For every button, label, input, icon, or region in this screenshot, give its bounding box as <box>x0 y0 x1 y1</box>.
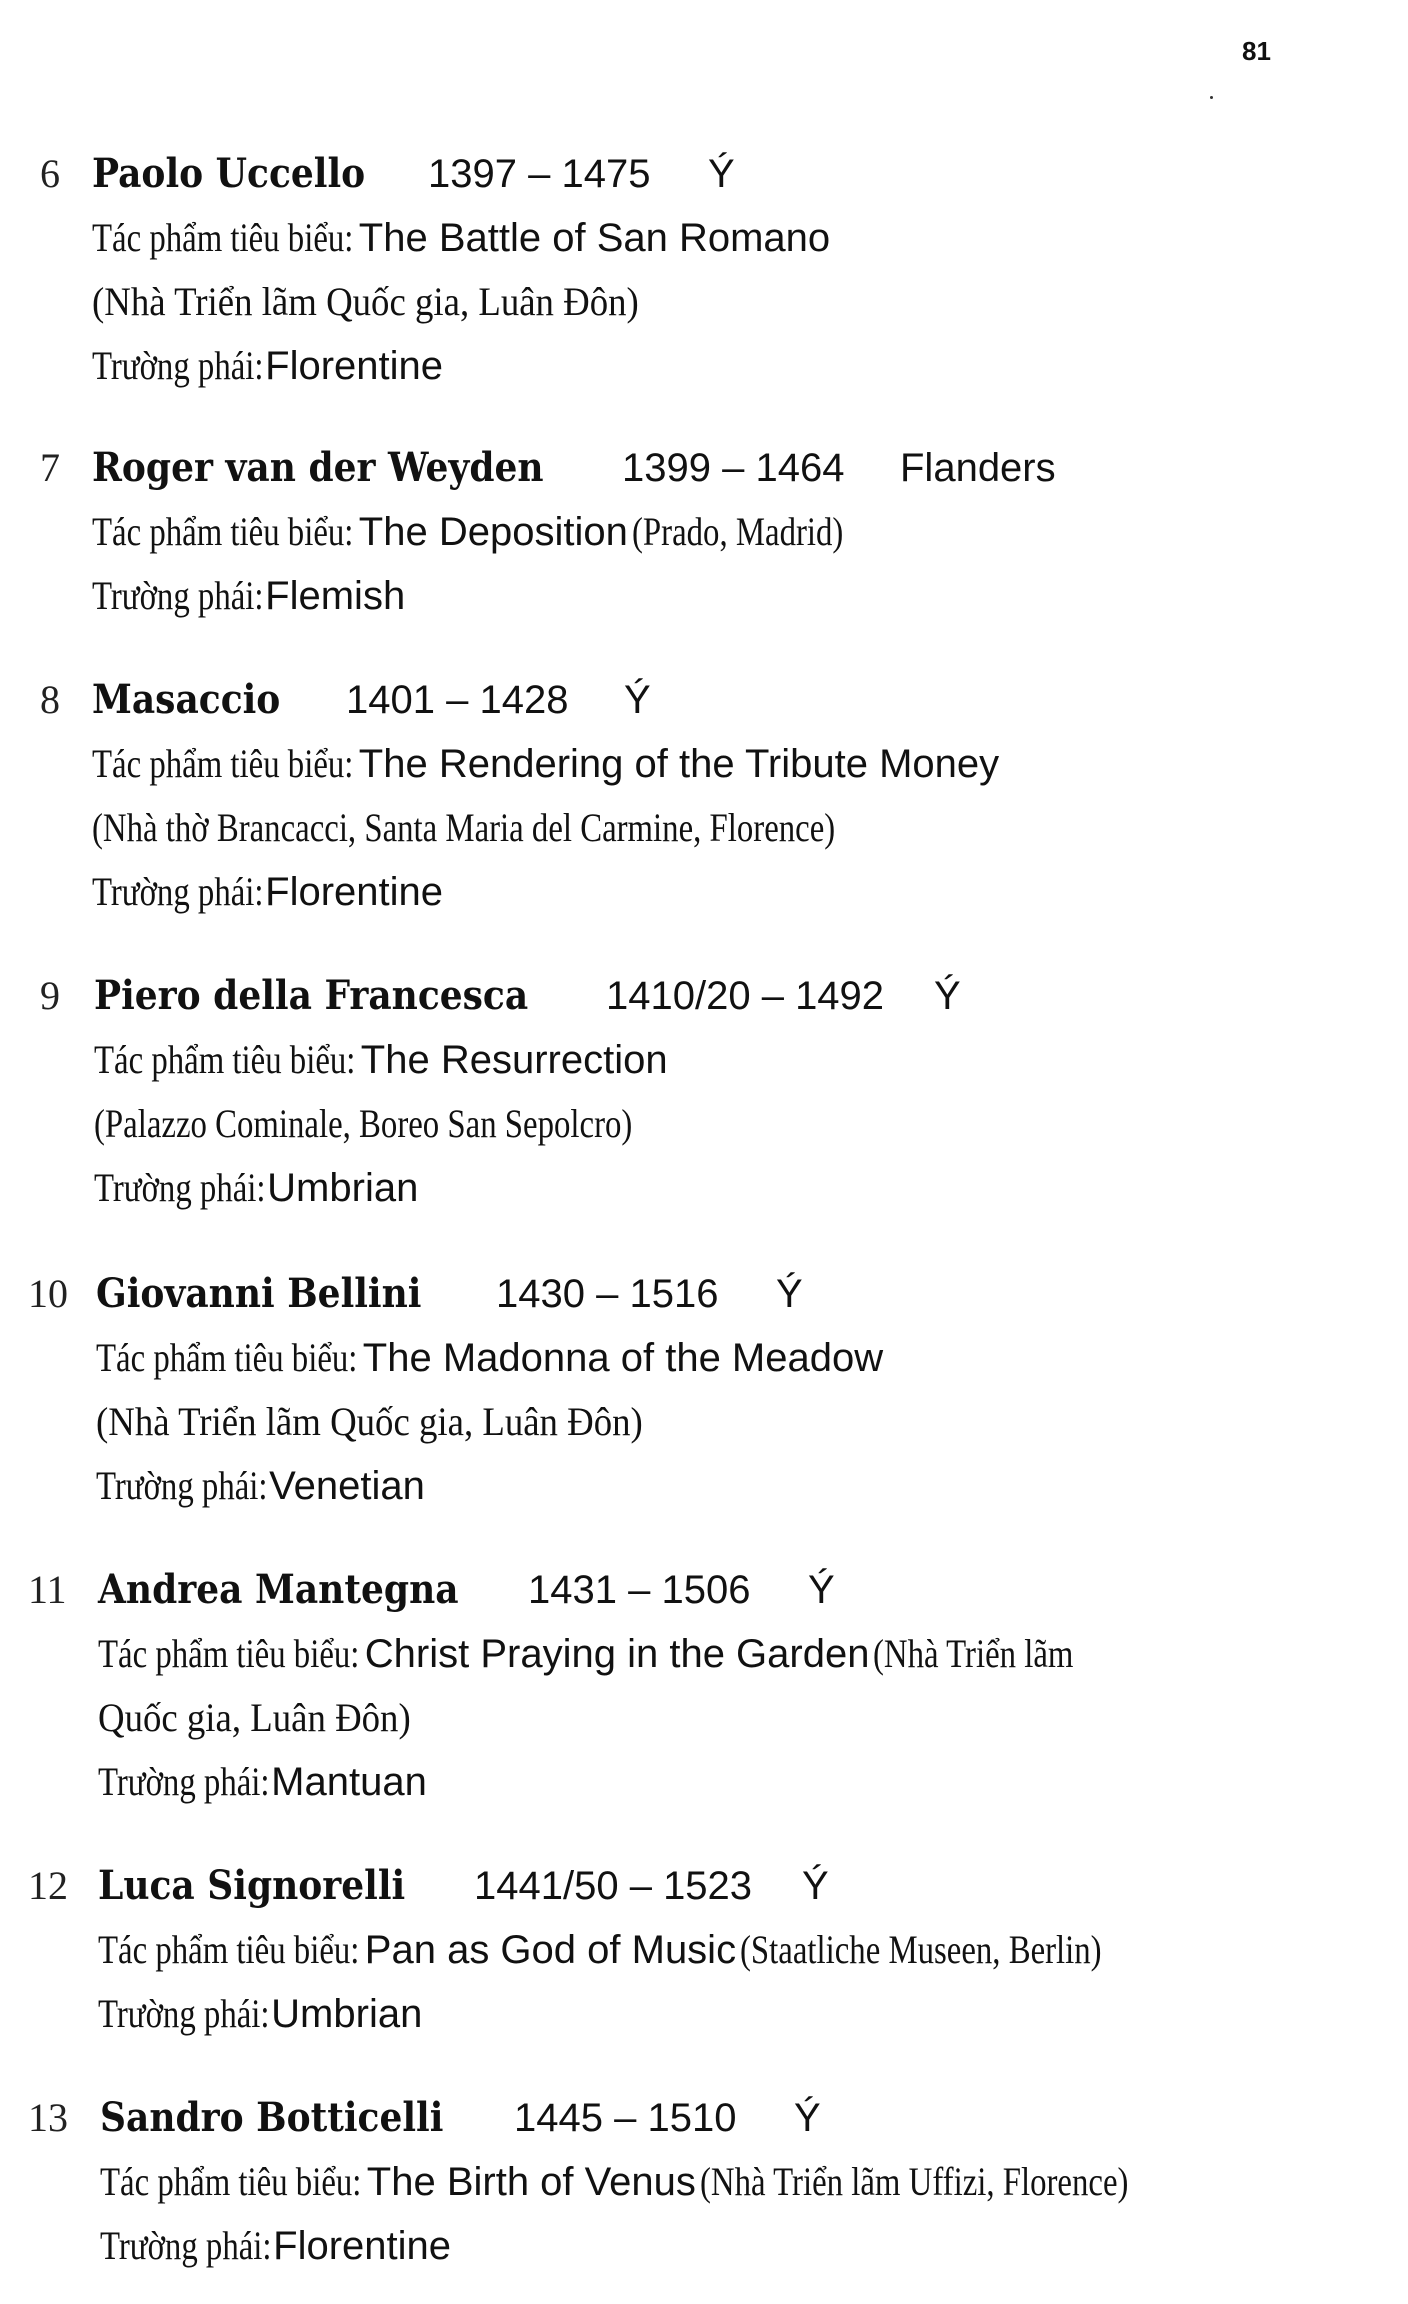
entry-number: 7 <box>40 445 60 490</box>
entry-number: 9 <box>40 973 60 1018</box>
artist-years: 1441/50 – 1523 <box>474 1864 753 1908</box>
artist-name: Masaccio <box>92 676 281 723</box>
school-line <box>100 2214 451 2287</box>
entry-number: 6 <box>40 151 60 196</box>
work-location-line <box>92 796 998 869</box>
school-line <box>98 1982 422 2055</box>
work-label: Tác phẩm tiêu biểu: <box>96 1335 358 1380</box>
work-title: The Birth of Venus <box>366 2160 696 2204</box>
artist-name: Piero della Francesca <box>94 972 529 1019</box>
work-line <box>98 1918 1181 1991</box>
artist-country: Ý <box>934 974 961 1018</box>
school-line <box>92 564 405 637</box>
artist-years: 1431 – 1506 <box>528 1568 751 1612</box>
artist-country: Ý <box>802 1864 829 1908</box>
school-line <box>92 860 443 933</box>
school-name: Flemish <box>265 574 406 618</box>
work-label: Tác phẩm tiêu biểu: <box>94 1037 356 1082</box>
work-title: Christ Praying in the Garden <box>364 1632 870 1676</box>
work-label: Tác phẩm tiêu biểu: <box>92 215 354 260</box>
work-label: Tác phẩm tiêu biểu: <box>98 1631 360 1676</box>
work-line <box>96 1326 883 1399</box>
artist-years: 1397 – 1475 <box>428 152 651 196</box>
work-location: (Nhà Triển lãm Quốc gia, Luân Đôn) <box>96 1399 643 1444</box>
work-label: Tác phẩm tiêu biểu: <box>92 741 354 786</box>
school-line <box>98 1750 427 1823</box>
school-name: Venetian <box>269 1464 425 1508</box>
artist-country: Ý <box>794 2096 821 2140</box>
entry-number: 12 <box>28 1863 68 1908</box>
school-label: Trường phái: <box>92 343 264 388</box>
work-location-part: Quốc gia, Luân Đôn) <box>98 1695 411 1740</box>
school-label: Trường phái: <box>100 2223 272 2268</box>
school-name: Florentine <box>265 870 444 914</box>
artist-country: Flanders <box>900 446 1056 490</box>
work-location: (Palazzo Cominale, Boreo San Sepolcro) <box>94 1101 633 1146</box>
entry-number: 8 <box>40 677 60 722</box>
artist-country: Ý <box>776 1272 803 1316</box>
artist-name: Giovanni Bellini <box>96 1270 422 1317</box>
work-location: (Nhà thờ Brancacci, Santa Maria del Carmine, Florence) <box>92 805 836 850</box>
school-name: Mantuan <box>271 1760 427 1804</box>
school-line <box>92 334 443 407</box>
work-location: (Prado, Madrid) <box>631 509 844 554</box>
school-name: Florentine <box>265 344 444 388</box>
artist-country: Ý <box>708 152 735 196</box>
page-number: 81 <box>1242 36 1271 66</box>
work-location: (Staatliche Museen, Berlin) <box>740 1927 1102 1972</box>
work-title: The Madonna of the Meadow <box>362 1336 884 1380</box>
work-label: Tác phẩm tiêu biểu: <box>92 509 354 554</box>
artist-name: Sandro Botticelli <box>100 2094 444 2141</box>
work-title: The Battle of San Romano <box>358 216 831 260</box>
artist-name: Roger van der Weyden <box>92 444 544 491</box>
school-label: Trường phái: <box>92 573 264 618</box>
artist-years: 1430 – 1516 <box>496 1272 719 1316</box>
entry-number: 11 <box>28 1567 67 1612</box>
work-location: (Nhà Triển lãm Quốc gia, Luân Đôn) <box>92 279 639 324</box>
artist-years: 1445 – 1510 <box>514 2096 737 2140</box>
school-label: Trường phái: <box>98 1759 270 1804</box>
school-name: Florentine <box>273 2224 452 2268</box>
work-location-line <box>94 1092 750 1165</box>
entry-number: 10 <box>28 1271 68 1316</box>
artist-name: Luca Signorelli <box>98 1862 406 1909</box>
school-name: Umbrian <box>271 1992 423 2036</box>
school-name: Umbrian <box>267 1166 419 1210</box>
artist-years: 1399 – 1464 <box>622 446 845 490</box>
work-location-part: (Nhà Triển lãm <box>873 1631 1074 1676</box>
artist-years: 1401 – 1428 <box>346 678 569 722</box>
work-line <box>94 1028 668 1101</box>
work-line <box>98 1622 1118 1695</box>
school-label: Trường phái: <box>92 869 264 914</box>
artist-name: Paolo Uccello <box>92 150 366 197</box>
work-line <box>92 206 830 279</box>
work-line <box>92 732 999 805</box>
work-line <box>92 500 890 573</box>
work-title: Pan as God of Music <box>364 1928 737 1972</box>
work-title: The Resurrection <box>360 1038 668 1082</box>
work-title: The Rendering of the Tribute Money <box>358 742 1000 786</box>
school-label: Trường phái: <box>98 1991 270 2036</box>
artist-country: Ý <box>624 678 651 722</box>
school-line <box>96 1454 425 1527</box>
artist-country: Ý <box>808 1568 835 1612</box>
scan-speck <box>1210 96 1213 99</box>
work-label: Tác phẩm tiêu biểu: <box>98 1927 360 1972</box>
school-line <box>94 1156 418 1229</box>
work-line <box>100 2150 1222 2223</box>
entry-number: 13 <box>28 2095 68 2140</box>
work-title: The Deposition <box>358 510 628 554</box>
work-location: (Nhà Triển lãm Uffizi, Florence) <box>699 2159 1129 2204</box>
school-label: Trường phái: <box>96 1463 268 1508</box>
work-label: Tác phẩm tiêu biểu: <box>100 2159 362 2204</box>
artist-years: 1410/20 – 1492 <box>606 974 885 1018</box>
school-label: Trường phái: <box>94 1165 266 1210</box>
artist-name: Andrea Mantegna <box>98 1566 459 1613</box>
